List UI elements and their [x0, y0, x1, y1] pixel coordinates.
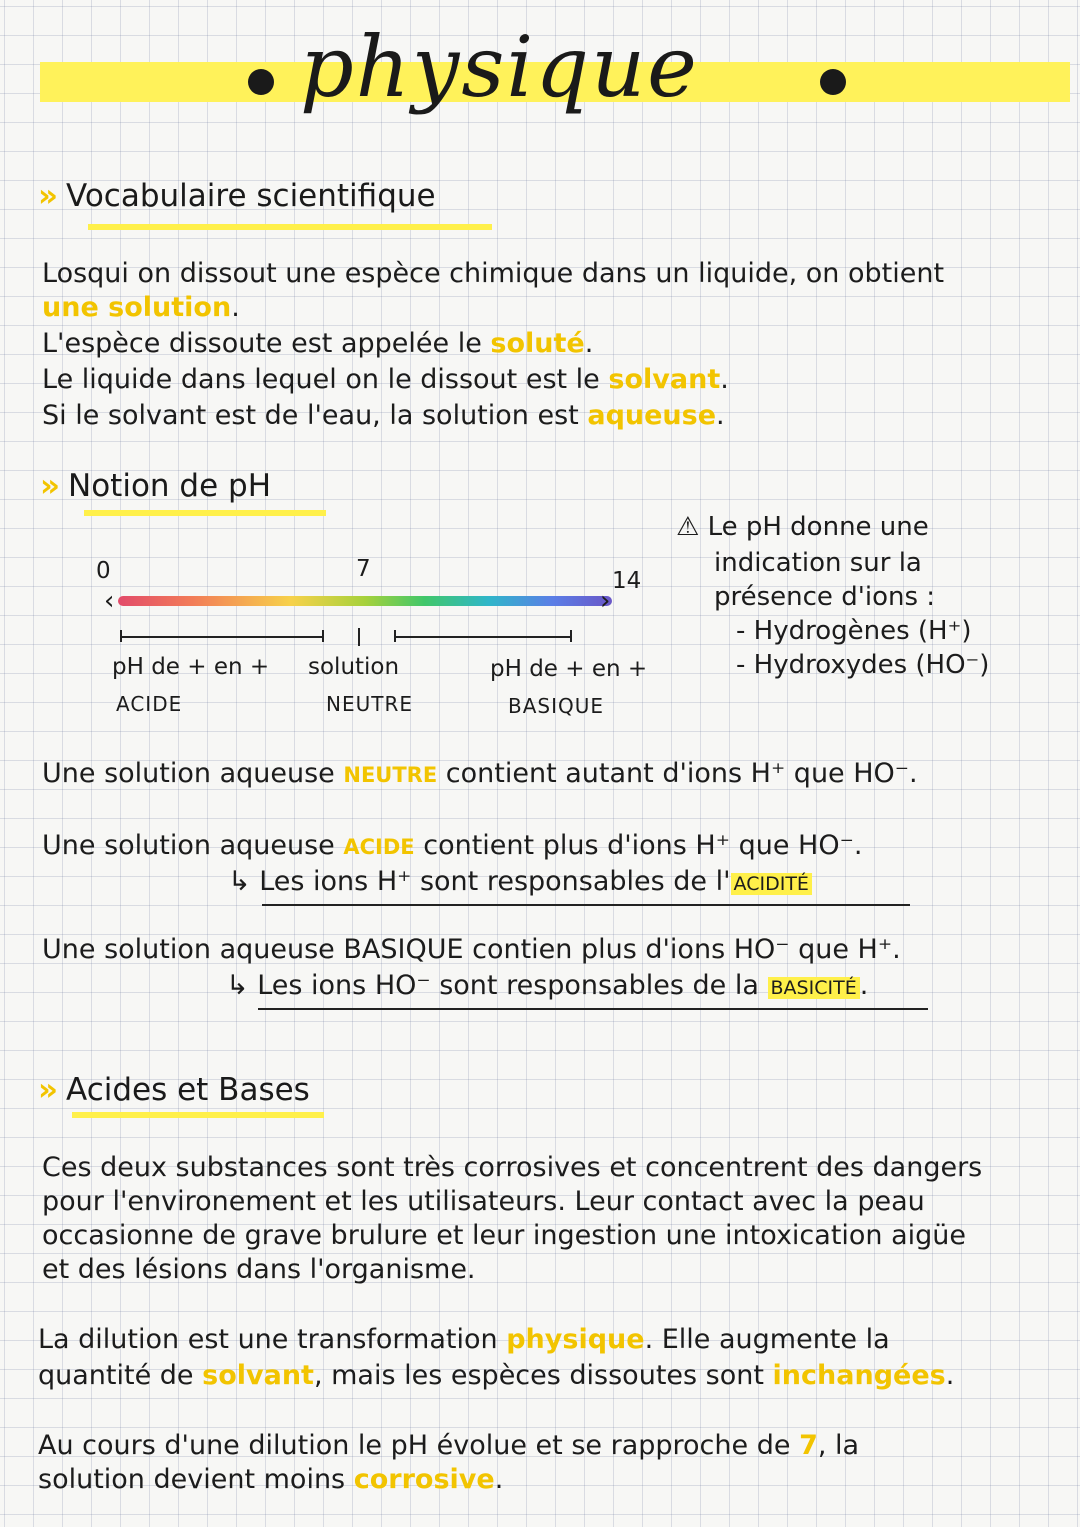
base-label-caps: BASIQUE	[508, 694, 605, 718]
neutral-label-caps: NEUTRE	[326, 692, 413, 716]
vocab-line-4: Le liquide dans lequel on le dissout est le solvant.	[42, 364, 729, 395]
bracket-tick	[322, 630, 324, 642]
heading-underline	[84, 510, 326, 516]
base-bracket	[394, 636, 572, 638]
vocab-line-5: Si le solvant est de l'eau, la solution est aqueuse.	[42, 400, 725, 431]
heading-vocabulaire: » Vocabulaire scientifique	[38, 178, 436, 214]
heading-acides-bases: » Acides et Bases	[38, 1072, 310, 1108]
neutre-line: Une solution aqueuse NEUTRE contient autant d'ions H⁺ que HO⁻.	[42, 758, 918, 789]
bracket-tick	[394, 630, 396, 642]
acides-p1-l2: pour l'environement et les utilisateurs. Leur contact avec la peau	[42, 1186, 925, 1217]
arrow-left-icon: ‹	[104, 586, 115, 616]
chevron-icon: »	[40, 468, 61, 504]
vocab-line-3: L'espèce dissoute est appelée le soluté.	[42, 328, 594, 359]
bracket-tick	[120, 630, 122, 642]
basique-sub-line: ↳ Les ions HO⁻ sont responsables de la BASICITÉ .	[226, 970, 869, 1001]
ph-note-line-3: présence d'ions :	[714, 582, 936, 612]
vocab-line-1: Losqui on dissout une espèce chimique dans un liquide, on obtient	[42, 258, 945, 289]
ph-note-line-1: ⚠ Le pH donne une	[676, 512, 929, 542]
arrow-right-icon: ›	[600, 586, 611, 616]
heading-underline	[88, 224, 492, 230]
heading-underline	[72, 1112, 324, 1118]
heading-notion-ph: » Notion de pH	[40, 468, 272, 504]
chevron-icon: »	[38, 1072, 59, 1108]
ph-note-item-1: - Hydrogènes (H⁺)	[736, 616, 972, 646]
acid-label: pH de + en +	[112, 654, 270, 680]
title-dot-right	[820, 69, 846, 95]
ph-scale-min: 0	[96, 558, 111, 584]
dilution-line-1: La dilution est une transformation physique. Elle augmente la	[38, 1324, 890, 1355]
acides-p1-l3: occasionne de grave brulure et leur ingestion une intoxication aigüe	[42, 1220, 967, 1251]
underline-rule	[262, 904, 910, 906]
ph-note-line-2: indication sur la	[714, 548, 922, 578]
base-label: pH de + en +	[490, 656, 648, 682]
neutral-label: solution	[308, 654, 400, 680]
acid-bracket	[120, 636, 324, 638]
basique-line: Une solution aqueuse BASIQUE contien plus d'ions HO⁻ que H⁺.	[42, 934, 901, 965]
acide-line: Une solution aqueuse ACIDE contient plus d'ions H⁺ que HO⁻.	[42, 830, 863, 861]
acides-p1-l1: Ces deux substances sont très corrosives et concentrent des dangers	[42, 1152, 983, 1183]
acide-sub-line: ↳ Les ions H⁺ sont responsables de l' ACIDITÉ	[228, 866, 812, 897]
ph-scale-max: 14	[612, 568, 642, 594]
neutral-tick	[358, 628, 360, 646]
acides-p1-l4: et des lésions dans l'organisme.	[42, 1254, 476, 1285]
page-title: physique	[300, 18, 699, 116]
dilution-line-2: quantité de solvant, mais les espèces dissoutes sont inchangées.	[38, 1360, 955, 1391]
dilution-line-3: Au cours d'une dilution le pH évolue et se rapproche de 7, la	[38, 1430, 860, 1461]
ph-gradient-bar	[118, 596, 612, 606]
ph-scale-mid: 7	[356, 556, 371, 582]
bracket-tick	[570, 630, 572, 642]
dilution-line-4: solution devient moins corrosive.	[38, 1464, 504, 1495]
acid-label-caps: ACIDE	[116, 692, 183, 716]
vocab-line-2: une solution.	[42, 292, 240, 323]
underline-rule	[258, 1008, 928, 1010]
ph-note-item-2: - Hydroxydes (HO⁻)	[736, 650, 990, 680]
title-dot-left	[248, 69, 274, 95]
chevron-icon: »	[38, 178, 59, 214]
